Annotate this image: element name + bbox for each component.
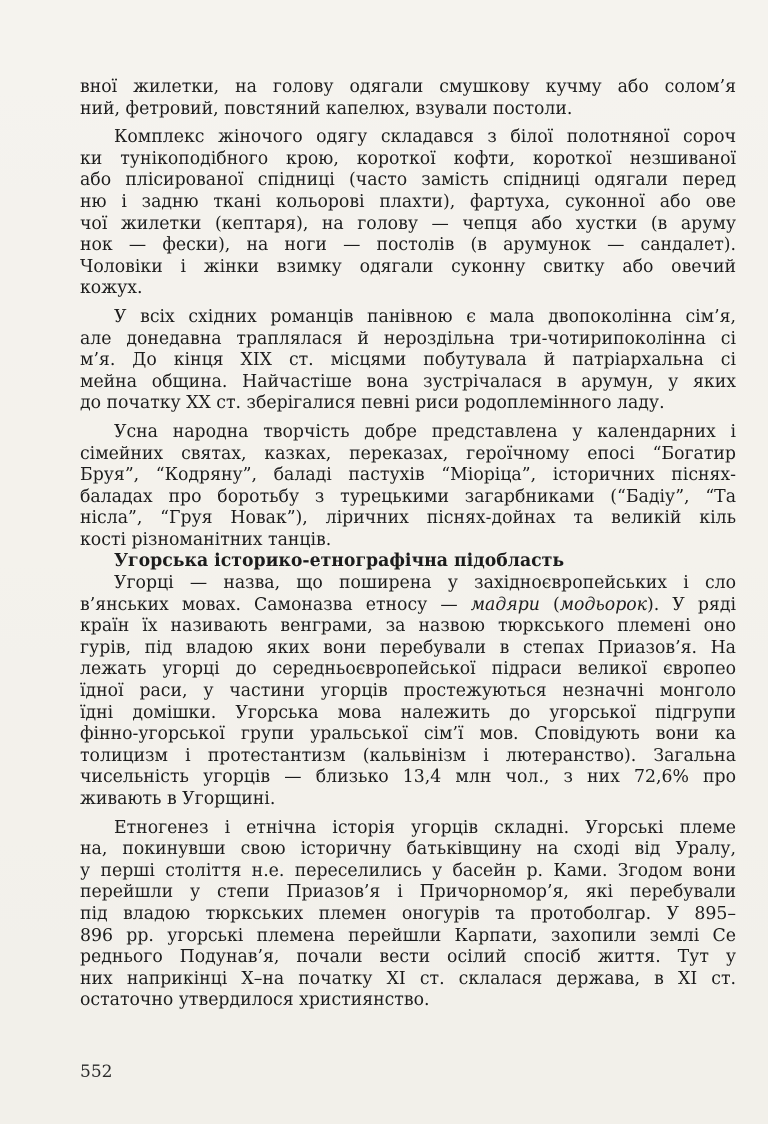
text-line: реднього Подунав’я, почали вести осілий спосіб життя. Тут у [80, 947, 736, 968]
body-text [80, 77, 736, 1012]
text-line: баладах про боротьбу з турецькими загарбниками (“Бадіу”, “Та [80, 486, 736, 507]
text-line: сімейних святах, казках, переказах, героїчному епосі “Богатир [80, 443, 736, 464]
italic-term-modorok: модьорок [559, 594, 648, 615]
text-line: Усна народна творчість добре представлена у календарних і [114, 421, 736, 442]
text-line: остаточно утвердилося християнство. [80, 990, 430, 1011]
text-line: але донедавна траплялася й нероздільна три-чотирипоколінна сі [80, 328, 736, 349]
section-heading: Угорська історико-етнографічна підобласть [114, 551, 565, 572]
text-line: їдні домішки. Угорська мова належить до угорської підгрупи [80, 702, 736, 723]
text-segment: в’янських мовах. Самоназва етносу — [80, 594, 471, 615]
text-line: до початку XX ст. зберігалися певні риси родоплемінного ладу. [80, 393, 665, 414]
text-line: Чоловіки і жінки взимку одягали суконну свитку або овечий [80, 256, 736, 277]
text-line: країн їх називають венграми, за назвою тюркського племені оно [80, 616, 736, 637]
text-line: живають в Угорщині. [80, 789, 276, 809]
text-line: кості різноманітних танців. [80, 529, 332, 550]
text-line: Комплекс жіночого одягу складався з білої полотняної сороч [114, 127, 736, 148]
text-line: ний, фетровий, повстяний капелюх, взували постоли. [80, 98, 573, 119]
text-line: Етногенез і етнічна історія угорців складні. Угорські племе [114, 817, 736, 838]
text-line: толицизм і протестантизм (кальвінізм і лютеранство). Загальна [80, 745, 736, 766]
text-line: чої жилетки (кептаря), на голову — чепця або хустки (в аруму [80, 213, 736, 234]
text-line: ки тунікоподібного крою, короткої кофти, короткої незшиваної [80, 148, 736, 169]
text-line: кожух. [80, 278, 143, 299]
text-line: нок — фески), на ноги — постолів (в арумунок — сандалет). [80, 235, 736, 256]
text-line: лежать угорці до середньоєвропейської підраси великої європео [80, 659, 736, 680]
text-line: вної жилетки, на голову одягали смушкову кучму або солом’я [80, 77, 736, 97]
text-line: на, покинувши свою історичну батьківщину на сході від Уралу, [80, 839, 736, 860]
text-segment: ( [539, 594, 560, 615]
italic-term-madyary: мадяри [470, 594, 540, 615]
text-line-with-italics [80, 595, 736, 617]
text-line: нісла”, “Груя Новак”), ліричних піснях-дойнах та великій кіль [80, 508, 736, 529]
text-line: у перші століття н.е. переселились у басейн р. Ками. Згодом вони [80, 860, 736, 881]
text-line: їдної раси, у частини угорців простежуються незначні монголо [80, 681, 736, 702]
text-line: фінно-угорської групи уральської сім’ї мов. Сповідують вони ка [80, 724, 736, 745]
page-number: 552 [80, 1062, 113, 1082]
text-line: ню і задню ткані кольорові плахти), фартуха, суконної або ове [80, 191, 736, 212]
text-line: У всіх східних романців панівною є мала двопоколінна сім’я, [114, 306, 736, 327]
text-line: під владою тюркських племен оногурів та протоболгар. У 895– [80, 903, 736, 924]
text-line: 896 рр. угорські племена перейшли Карпати, захопили землі Се [80, 925, 736, 946]
text-line: гурів, під владою яких вони перебували в степах Приазов’я. На [80, 637, 736, 658]
text-line: перейшли у степи Приазов’я і Причорномор’я, які перебували [80, 882, 736, 903]
text-line: Бруя”, “Кодряну”, баладі пастухів “Міоріца”, історичних піснях- [80, 465, 736, 486]
text-segment: ). У ряді [647, 594, 736, 615]
text-line: м’я. До кінця XIX ст. місцями побутувала й патріархальна сі [80, 350, 736, 371]
text-line: мейна община. Найчастіше вона зустрічалася в арумун, у яких [80, 371, 736, 392]
text-line: Угорці — назва, що поширена у західноєвропейських і сло [114, 573, 736, 594]
text-line: них наприкінці X–на початку XI ст. склалася держава, в XI ст. [80, 968, 736, 989]
text-line: чисельність угорців — близько 13,4 млн чол., з них 72,6% про [80, 767, 736, 788]
text-line: або плісированої спідниці (часто замість спідниці одягали перед [80, 170, 736, 191]
